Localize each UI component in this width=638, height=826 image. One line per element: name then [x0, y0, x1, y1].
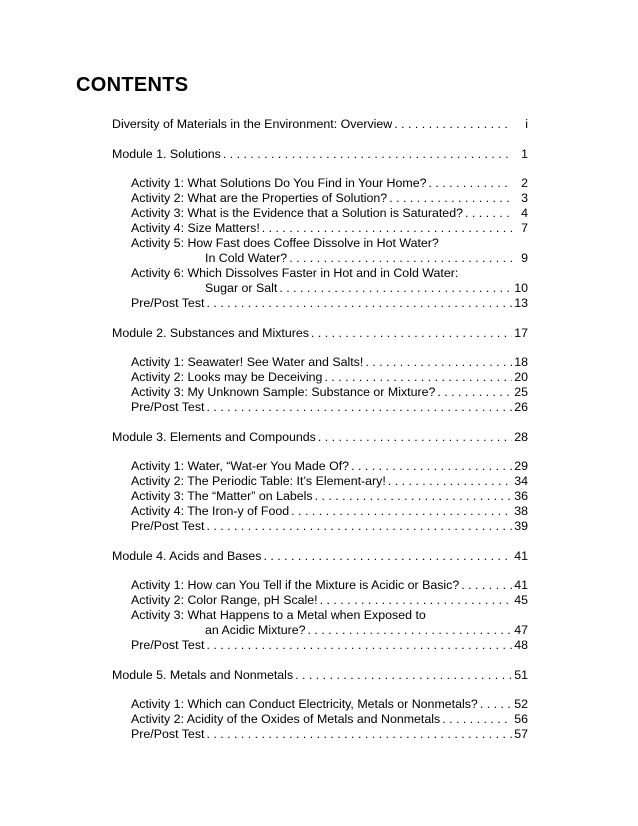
toc-entry-label: Pre/Post Test [131, 400, 205, 414]
leader-dots [279, 281, 512, 296]
toc-entry-label: Activity 6: Which Dissolves Faster in Hot and in Cold Water: [131, 266, 459, 280]
toc-entry-continuation [112, 281, 528, 296]
toc-page-number: 56 [514, 712, 528, 726]
toc-entry-label: Activity 1: Which can Conduct Electricity, Metals or Nonmetals? [131, 697, 478, 711]
toc-page-number: 3 [521, 191, 528, 205]
toc-entry-label: Activity 1: What Solutions Do You Find in Your Home? [131, 176, 427, 190]
leader-dots [461, 578, 512, 593]
toc-page-number: 2 [521, 176, 528, 190]
toc-entry-label: Activity 3: What is the Evidence that a Solution is Saturated? [131, 206, 463, 220]
leader-dots [324, 370, 512, 385]
toc-entry [112, 296, 528, 311]
toc-module-heading [112, 430, 528, 445]
toc-entry-label: Activity 1: How can You Tell if the Mixture is Acidic or Basic? [131, 578, 460, 592]
toc-entry-label: Pre/Post Test [131, 727, 205, 741]
toc-entry-continuation [112, 251, 528, 266]
toc-entry-label: Activity 4: The Iron-y of Food [131, 504, 290, 518]
leader-dots [480, 697, 512, 712]
toc-entry [112, 385, 528, 400]
toc-entry [112, 504, 528, 519]
toc-entry-label: Activity 2: Looks may be Deceiving [131, 370, 323, 384]
leader-dots [351, 459, 512, 474]
toc-entry [112, 400, 528, 415]
leader-dots [320, 593, 512, 608]
toc-entry [112, 191, 528, 206]
leader-dots [308, 623, 512, 638]
toc-page-number: 25 [514, 385, 528, 399]
leader-dots [206, 638, 512, 653]
toc-entry [112, 489, 528, 504]
toc-page-number: 4 [521, 206, 528, 220]
toc-entry [112, 370, 528, 385]
toc-module-heading [112, 668, 528, 683]
toc-page-number: 13 [514, 296, 528, 310]
toc-entry-label: Activity 3: The “Matter” on Labels [131, 489, 313, 503]
leader-dots [291, 504, 512, 519]
leader-dots [289, 251, 512, 266]
toc-entry-label: Activity 2: The Periodic Table: It’s Element-ary! [131, 474, 386, 488]
toc-entry [112, 459, 528, 474]
toc-entry [112, 355, 528, 370]
leader-dots [295, 668, 512, 683]
leader-dots [389, 191, 512, 206]
toc-entry [112, 712, 528, 727]
toc-page-number: 47 [514, 623, 528, 637]
toc-entry-label: Activity 1: Seawater! See Water and Salts! [131, 355, 364, 369]
toc-page-number: i [525, 117, 528, 131]
toc-module-label: Module 2. Substances and Mixtures [112, 326, 309, 340]
toc-entry-label: Activity 3: What Happens to a Metal when Exposed to [131, 608, 426, 622]
toc-page-number: 36 [514, 489, 528, 503]
toc-page-number: 7 [521, 221, 528, 235]
toc-entry [112, 266, 528, 281]
toc-page-number: 39 [514, 519, 528, 533]
leader-dots [437, 385, 512, 400]
toc-entry-label: Activity 3: My Unknown Sample: Substance or Mixture? [131, 385, 436, 399]
page-title: CONTENTS [76, 74, 189, 96]
toc-entry-overview [112, 117, 528, 132]
leader-dots [428, 176, 512, 191]
toc-module-heading [112, 147, 528, 162]
leader-dots [263, 549, 512, 564]
toc-page-number: 41 [514, 578, 528, 592]
toc-entry-label: Activity 4: Size Matters! [131, 221, 260, 235]
toc-module-label: Module 5. Metals and Nonmetals [112, 668, 294, 682]
toc-entry [112, 697, 528, 712]
toc-page-number: 20 [514, 370, 528, 384]
leader-dots [223, 147, 512, 162]
leader-dots [206, 400, 512, 415]
toc-entry [112, 638, 528, 653]
toc-entry [112, 727, 528, 742]
toc-module-heading [112, 326, 528, 341]
toc-entry-continuation [112, 623, 528, 638]
toc-entry-label: Diversity of Materials in the Environment: Overview [112, 117, 393, 131]
toc-page-number: 18 [514, 355, 528, 369]
toc-entry-label: Pre/Post Test [131, 296, 205, 310]
toc-entry-label: Sugar or Salt [205, 281, 278, 295]
toc-entry-label: Activity 2: What are the Properties of Solution? [131, 191, 388, 205]
toc-page-number: 45 [514, 593, 528, 607]
leader-dots [394, 117, 512, 132]
toc-entry-label: Pre/Post Test [131, 638, 205, 652]
toc-entry [112, 176, 528, 191]
leader-dots [206, 296, 512, 311]
toc-page-number: 34 [514, 474, 528, 488]
toc-entry [112, 519, 528, 534]
toc-page-number: 57 [514, 727, 528, 741]
toc-module-label: Module 4. Acids and Bases [112, 549, 262, 563]
toc-entry [112, 236, 528, 251]
leader-dots [315, 489, 512, 504]
toc-entry-label: Activity 1: Water, “Wat-er You Made Of? [131, 459, 350, 473]
leader-dots [311, 326, 512, 341]
toc-entry [112, 578, 528, 593]
leader-dots [318, 430, 512, 445]
toc-entry-label: Activity 5: How Fast does Coffee Dissolve in Hot Water? [131, 236, 439, 250]
toc-entry [112, 474, 528, 489]
toc-entry-label: In Cold Water? [205, 251, 288, 265]
toc-entry-label: Pre/Post Test [131, 519, 205, 533]
toc-page-number: 29 [514, 459, 528, 473]
toc-page-number: 28 [514, 430, 528, 444]
toc-page-number: 1 [521, 147, 528, 161]
toc-entry [112, 593, 528, 608]
toc-page-number: 48 [514, 638, 528, 652]
toc-entry-label: an Acidic Mixture? [205, 623, 306, 637]
leader-dots [465, 206, 512, 221]
leader-dots [442, 712, 512, 727]
leader-dots [262, 221, 512, 236]
toc-entry-label: Activity 2: Acidity of the Oxides of Metals and Nonmetals [131, 712, 441, 726]
toc-page-number: 10 [514, 281, 528, 295]
toc-entry [112, 608, 528, 623]
toc-entry [112, 221, 528, 236]
toc-page-number: 52 [514, 697, 528, 711]
leader-dots [388, 474, 512, 489]
toc-page-number: 26 [514, 400, 528, 414]
toc-page-number: 17 [514, 326, 528, 340]
toc-module-label: Module 1. Solutions [112, 147, 221, 161]
toc-entry-label: Activity 2: Color Range, pH Scale! [131, 593, 318, 607]
leader-dots [206, 727, 512, 742]
toc-page-number: 51 [514, 668, 528, 682]
toc-entry [112, 206, 528, 221]
toc-module-heading [112, 549, 528, 564]
leader-dots [365, 355, 512, 370]
toc-page-number: 41 [514, 549, 528, 563]
table-of-contents [112, 117, 528, 742]
toc-module-label: Module 3. Elements and Compounds [112, 430, 316, 444]
toc-page-number: 38 [514, 504, 528, 518]
leader-dots [206, 519, 512, 534]
toc-page-number: 9 [521, 251, 528, 265]
